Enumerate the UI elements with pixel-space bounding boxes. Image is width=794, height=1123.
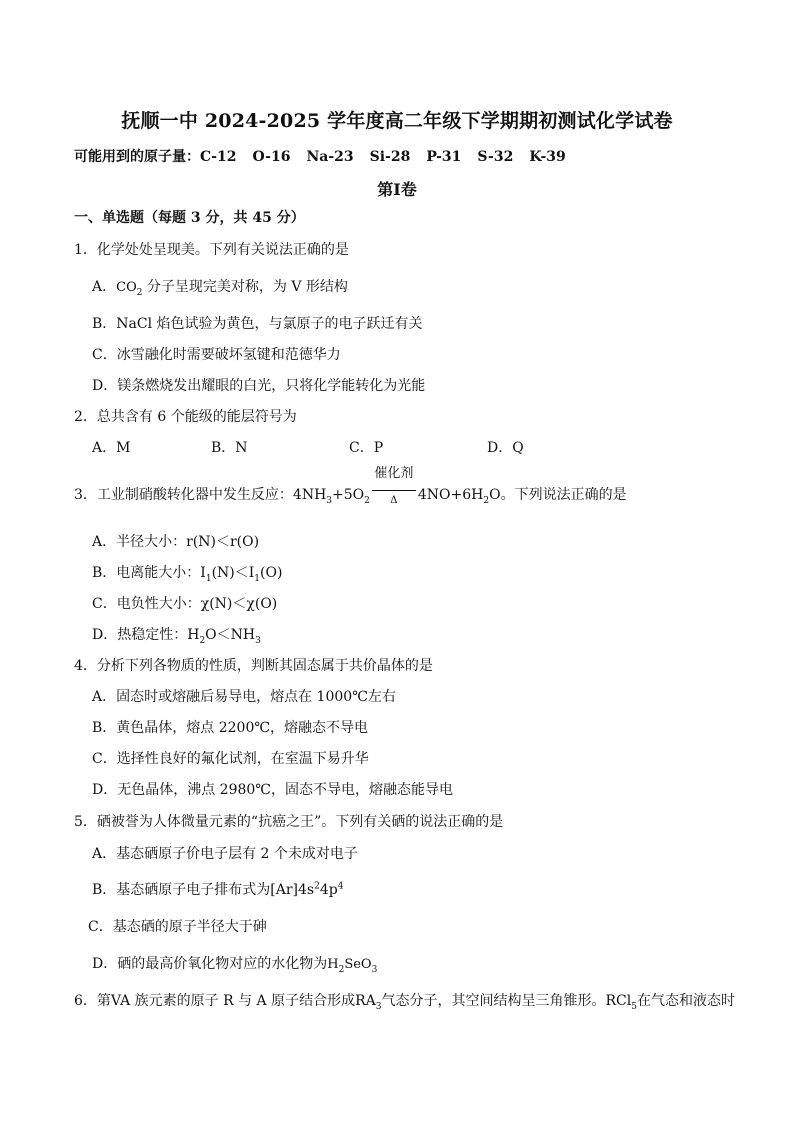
question-4-stem: 4．分析下列各物质的性质，判断其固态属于共价晶体的是 xyxy=(74,658,433,674)
atomic-mass-line xyxy=(74,146,566,166)
atomic-mass-item: C-12 xyxy=(200,149,237,165)
question-3-option-c: C．电负性大小：χ(N)＜χ(O) xyxy=(92,596,278,612)
question-3-stem: 3．工业制硝酸转化器中发生反应：$4NH_3+5O_2$ 催化剂 Δ $4NO+6H_2O$。下列说法正确的是 xyxy=(74,484,627,506)
atomic-mass-item: K-39 xyxy=(529,149,566,165)
question-2-option-b: B．N xyxy=(211,440,248,456)
atomic-mass-item: Si-28 xyxy=(369,149,411,165)
question-1-option-d: D．镁条燃烧发出耀眼的白光，只将化学能转化为光能 xyxy=(92,378,426,394)
question-4-option-b: B．黄色晶体，熔点 2200℃，熔融态不导电 xyxy=(92,720,369,736)
question-5-option-d: D．硒的最高价氧化物对应的水化物为$H_2SeO_3$ xyxy=(92,956,378,975)
question-3-option-a: A．半径大小：r(N)＜r(O) xyxy=(92,534,260,550)
heat-symbol: Δ xyxy=(390,495,398,506)
question-2-option-a: A．M xyxy=(92,440,131,456)
question-2-option-d: D．Q xyxy=(487,440,524,456)
exam-title: 抚顺一中 2024-2025 学年度高二年级下学期期初测试化学试卷 xyxy=(121,110,673,132)
question-2-stem: 2．总共含有 6 个能级的能层符号为 xyxy=(74,409,297,425)
question-5-option-b: B．基态硒原子电子排布式为$[Ar]4s^24p^4$ xyxy=(92,881,344,898)
atomic-mass-item: O-16 xyxy=(252,149,291,165)
question-5-stem: 5．硒被誉为人体微量元素的“抗癌之王”。下列有关硒的说法正确的是 xyxy=(74,814,504,830)
question-5-option-c: C．基态硒的原子半径大于砷 xyxy=(88,919,267,935)
volume-heading: 第Ⅰ卷 xyxy=(377,180,417,199)
question-6-stem: 6．第VA 族元素的原子 R 与 A 原子结合形成$RA_3$气态分子，其空间结构呈三角锥形。RCl$_5$在气态和液态时 xyxy=(74,993,735,1012)
atomic-mass-label: 可能用到的原子量： xyxy=(74,149,200,165)
question-4-option-d: D．无色晶体，沸点 2980℃，固态不导电，熔融态能导电 xyxy=(92,782,453,798)
question-5-option-a: A．基态硒原子价电子层有 2 个未成对电子 xyxy=(92,846,358,862)
question-1-option-a: A．$CO_2$ 分子呈现完美对称，为 V 形结构 xyxy=(92,279,348,298)
reaction-arrow xyxy=(370,466,418,506)
question-4-option-a: A．固态时或熔融后易导电，熔点在 1000℃左右 xyxy=(92,689,396,705)
atomic-mass-item: Na-23 xyxy=(306,149,354,165)
catalyst-label: 催化剂 xyxy=(374,466,414,481)
atomic-mass-item: S-32 xyxy=(477,149,514,165)
question-3-option-b: B．电离能大小：$I_1(N)<I_1(O)$ xyxy=(92,565,283,584)
question-2-option-c: C．P xyxy=(349,440,384,456)
question-1-stem: 1．化学处处呈现美。下列有关说法正确的是 xyxy=(74,242,349,258)
question-1-option-b: B．NaCl 焰色试验为黄色，与氯原子的电子跃迁有关 xyxy=(92,316,423,332)
question-3-option-d: D．热稳定性：$H_2O<NH_3$ xyxy=(92,627,261,646)
question-1-option-c: C．冰雪融化时需要破坏氢键和范德华力 xyxy=(92,347,341,363)
section-header: 一、单选题（每题 3 分，共 45 分） xyxy=(74,210,305,226)
question-4-option-c: C．选择性良好的氟化试剂，在室温下易升华 xyxy=(92,751,369,767)
atomic-mass-item: P-31 xyxy=(426,149,462,165)
